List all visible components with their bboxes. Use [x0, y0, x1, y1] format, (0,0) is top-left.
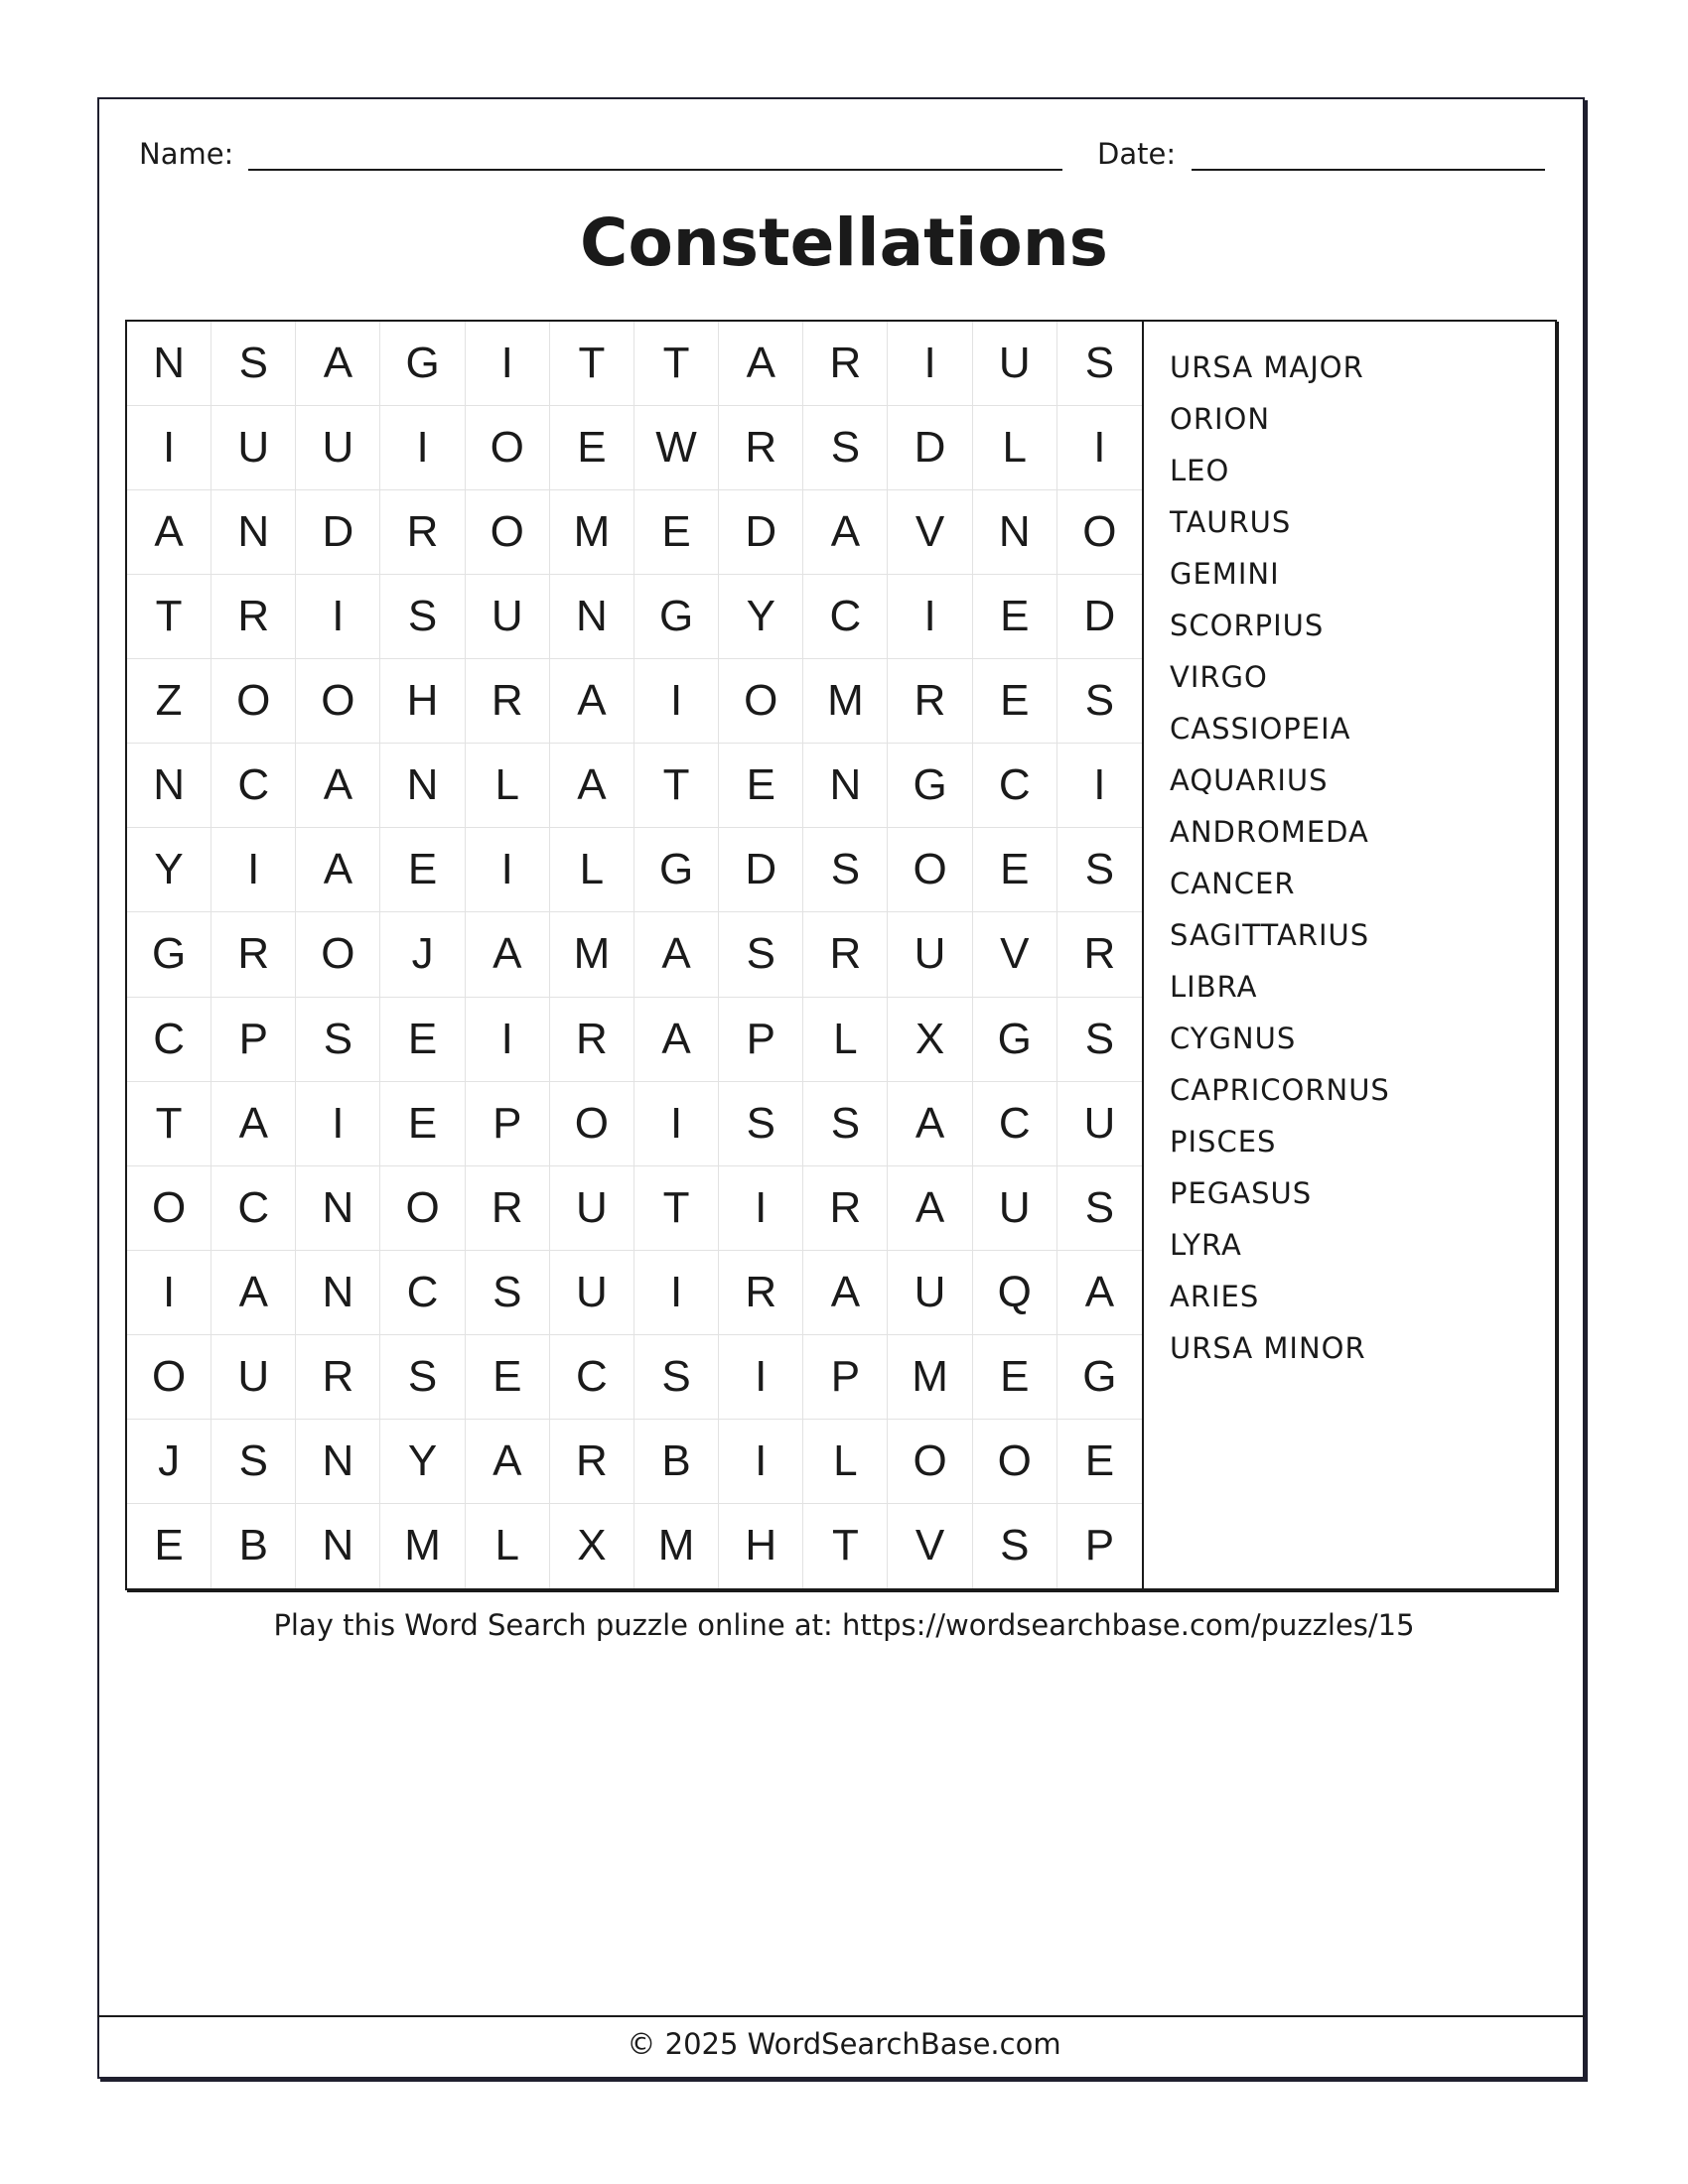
grid-cell: L: [803, 1420, 888, 1504]
grid-cell: R: [550, 1420, 634, 1504]
grid-cell: X: [888, 998, 972, 1082]
grid-cell: S: [296, 998, 380, 1082]
grid-cell: A: [211, 1251, 296, 1335]
grid-cell: N: [127, 322, 211, 406]
grid-cell: D: [296, 490, 380, 575]
grid-cell: N: [550, 575, 634, 659]
grid-cell: S: [1057, 322, 1142, 406]
letter-grid: [127, 322, 1144, 1588]
grid-cell: A: [803, 1251, 888, 1335]
grid-cell: S: [1057, 659, 1142, 744]
grid-cell: G: [127, 912, 211, 997]
grid-cell: V: [888, 1504, 972, 1588]
grid-cell: I: [1057, 406, 1142, 490]
puzzle-title: Constellations: [580, 205, 1108, 281]
grid-cell: S: [719, 1082, 803, 1166]
grid-cell: E: [973, 828, 1057, 912]
date-line: [1192, 169, 1545, 171]
grid-cell: S: [634, 1335, 719, 1420]
grid-cell: G: [634, 575, 719, 659]
grid-cell: S: [466, 1251, 550, 1335]
word-list-item: CYGNUS: [1170, 1022, 1297, 1055]
grid-cell: P: [719, 998, 803, 1082]
grid-cell: N: [973, 490, 1057, 575]
grid-cell: L: [466, 1504, 550, 1588]
grid-cell: W: [634, 406, 719, 490]
grid-cell: I: [888, 322, 972, 406]
grid-cell: O: [888, 828, 972, 912]
grid-cell: U: [888, 912, 972, 997]
grid-cell: A: [550, 744, 634, 828]
grid-cell: C: [127, 998, 211, 1082]
grid-cell: N: [296, 1420, 380, 1504]
grid-cell: R: [803, 322, 888, 406]
grid-cell: O: [127, 1166, 211, 1251]
grid-cell: E: [380, 828, 465, 912]
grid-cell: A: [296, 744, 380, 828]
grid-cell: G: [380, 322, 465, 406]
grid-cell: P: [803, 1335, 888, 1420]
grid-cell: U: [550, 1251, 634, 1335]
grid-cell: E: [634, 490, 719, 575]
grid-cell: V: [973, 912, 1057, 997]
word-list-item: CASSIOPEIA: [1170, 712, 1351, 746]
grid-cell: I: [719, 1420, 803, 1504]
word-list-item: LEO: [1170, 454, 1230, 487]
grid-cell: R: [719, 1251, 803, 1335]
grid-cell: A: [634, 998, 719, 1082]
grid-cell: M: [888, 1335, 972, 1420]
grid-cell: E: [380, 1082, 465, 1166]
grid-cell: H: [719, 1504, 803, 1588]
grid-cell: X: [550, 1504, 634, 1588]
grid-cell: I: [888, 575, 972, 659]
grid-cell: O: [296, 912, 380, 997]
grid-cell: N: [127, 744, 211, 828]
grid-cell: G: [973, 998, 1057, 1082]
word-list: [1170, 341, 1547, 1374]
grid-cell: I: [719, 1166, 803, 1251]
grid-cell: P: [1084, 1521, 1115, 1570]
grid-cell: N: [296, 1251, 380, 1335]
grid-cell: S: [211, 1420, 296, 1504]
word-list-item: URSA MAJOR: [1170, 350, 1364, 384]
grid-cell: A: [211, 1082, 296, 1166]
grid-cell: S: [803, 828, 888, 912]
grid-cell: I: [1057, 744, 1142, 828]
grid-cell: A: [466, 1420, 550, 1504]
grid-cell: C: [973, 744, 1057, 828]
grid-cell: O: [127, 1335, 211, 1420]
word-list-item: URSA MINOR: [1170, 1331, 1366, 1365]
grid-cell: L: [466, 744, 550, 828]
grid-cell: R: [296, 1335, 380, 1420]
grid-cell: I: [296, 1082, 380, 1166]
grid-cell: O: [380, 1166, 465, 1251]
grid-cell: R: [550, 998, 634, 1082]
grid-cell: C: [211, 744, 296, 828]
grid-cell: M: [803, 659, 888, 744]
word-list-item: PEGASUS: [1170, 1176, 1313, 1210]
grid-cell: I: [380, 406, 465, 490]
grid-cell: S: [803, 1082, 888, 1166]
puzzle-box: [125, 320, 1557, 1590]
grid-cell: D: [719, 490, 803, 575]
word-list-item: ARIES: [1170, 1280, 1260, 1313]
word-list-item: PISCES: [1170, 1125, 1277, 1159]
word-list-item: SAGITTARIUS: [1170, 918, 1370, 952]
grid-cell: E: [719, 744, 803, 828]
grid-cell: O: [1057, 490, 1142, 575]
grid-cell: I: [466, 322, 550, 406]
date-label: Date:: [1097, 137, 1177, 171]
grid-cell: Y: [127, 828, 211, 912]
grid-cell: I: [719, 1335, 803, 1420]
grid-cell: Q: [973, 1251, 1057, 1335]
grid-cell: U: [211, 1335, 296, 1420]
grid-cell: R: [888, 659, 972, 744]
grid-cell: E: [973, 575, 1057, 659]
grid-cell: R: [380, 490, 465, 575]
grid-cell: A: [466, 912, 550, 997]
grid-cell: G: [1057, 1335, 1142, 1420]
grid-cell: U: [211, 406, 296, 490]
word-list-item: AQUARIUS: [1170, 763, 1329, 797]
grid-cell: A: [634, 912, 719, 997]
grid-cell: T: [550, 322, 634, 406]
grid-cell: R: [803, 1166, 888, 1251]
grid-cell: N: [211, 490, 296, 575]
grid-cell: I: [466, 998, 550, 1082]
grid-cell: Z: [127, 659, 211, 744]
grid-cell: U: [296, 406, 380, 490]
word-list-item: LYRA: [1170, 1228, 1242, 1262]
word-list-item: CANCER: [1170, 867, 1296, 900]
grid-cell: R: [803, 912, 888, 997]
grid-cell: E: [550, 406, 634, 490]
grid-cell: T: [127, 575, 211, 659]
grid-cell: A: [127, 490, 211, 575]
grid-cell: S: [1057, 1166, 1142, 1251]
grid-cell: O: [719, 659, 803, 744]
grid-cell: P: [466, 1082, 550, 1166]
grid-cell: G: [634, 828, 719, 912]
word-list-item: ANDROMEDA: [1170, 815, 1369, 849]
online-link-text: Play this Word Search puzzle online at: https://wordsearchbase.com/puzzles/15: [273, 1608, 1415, 1642]
grid-cell: O: [888, 1420, 972, 1504]
grid-cell: R: [719, 406, 803, 490]
grid-cell: O: [466, 406, 550, 490]
word-list-item: VIRGO: [1170, 660, 1268, 694]
word-list-item: CAPRICORNUS: [1170, 1073, 1390, 1107]
grid-cell: M: [550, 490, 634, 575]
grid-cell: A: [296, 828, 380, 912]
grid-cell: N: [296, 1166, 380, 1251]
grid-cell: J: [127, 1420, 211, 1504]
grid-cell: R: [466, 1166, 550, 1251]
grid-cell: N: [803, 744, 888, 828]
grid-cell: A: [888, 1082, 972, 1166]
grid-cell: I: [296, 575, 380, 659]
name-line: [248, 169, 1062, 171]
grid-cell: P: [211, 998, 296, 1082]
grid-cell: L: [803, 998, 888, 1082]
grid-cell: U: [1057, 1082, 1142, 1166]
grid-cell: H: [380, 659, 465, 744]
grid-cell: I: [634, 659, 719, 744]
grid-cell: S: [803, 406, 888, 490]
grid-cell: B: [634, 1420, 719, 1504]
grid-cell: B: [211, 1504, 296, 1588]
grid-cell: J: [380, 912, 465, 997]
grid-cell: I: [634, 1251, 719, 1335]
grid-cell: A: [296, 322, 380, 406]
grid-cell: R: [211, 575, 296, 659]
grid-cell: A: [888, 1166, 972, 1251]
grid-cell: S: [380, 1335, 465, 1420]
grid-cell: E: [973, 659, 1057, 744]
grid-cell: O: [973, 1420, 1057, 1504]
grid-cell: I: [466, 828, 550, 912]
grid-cell: I: [127, 406, 211, 490]
grid-cell: L: [550, 828, 634, 912]
grid-cell: O: [296, 659, 380, 744]
grid-cell: S: [719, 912, 803, 997]
grid-cell: A: [1057, 1251, 1142, 1335]
grid-cell: S: [973, 1504, 1057, 1588]
grid-cell: T: [803, 1504, 888, 1588]
grid-cell: O: [211, 659, 296, 744]
grid-cell: O: [550, 1082, 634, 1166]
grid-cell: A: [719, 322, 803, 406]
grid-cell: D: [888, 406, 972, 490]
footer-divider: [97, 2015, 1585, 2017]
grid-cell: E: [973, 1335, 1057, 1420]
word-list-item: GEMINI: [1170, 557, 1280, 591]
grid-cell: T: [634, 1166, 719, 1251]
word-list-item: TAURUS: [1170, 505, 1292, 539]
grid-cell: C: [211, 1166, 296, 1251]
grid-cell: I: [634, 1082, 719, 1166]
grid-cell: T: [634, 744, 719, 828]
grid-cell: L: [973, 406, 1057, 490]
word-list-item: LIBRA: [1170, 970, 1258, 1004]
grid-cell: E: [1057, 1420, 1142, 1504]
grid-cell: S: [1057, 828, 1142, 912]
grid-cell: M: [380, 1504, 465, 1588]
grid-cell: A: [803, 490, 888, 575]
grid-cell: S: [1057, 998, 1142, 1082]
name-date-row: [139, 135, 1549, 175]
grid-cell: T: [127, 1082, 211, 1166]
grid-cell: S: [380, 575, 465, 659]
grid-cell: E: [127, 1504, 211, 1588]
grid-cell: R: [466, 659, 550, 744]
grid-cell: E: [380, 998, 465, 1082]
grid-cell: M: [550, 912, 634, 997]
grid-cell: D: [1057, 575, 1142, 659]
grid-cell: R: [1057, 912, 1142, 997]
grid-cell: D: [719, 828, 803, 912]
grid-cell: G: [888, 744, 972, 828]
grid-cell: U: [550, 1166, 634, 1251]
grid-cell: Y: [719, 575, 803, 659]
grid-cell: U: [973, 322, 1057, 406]
grid-cell: C: [380, 1251, 465, 1335]
grid-cell: M: [634, 1504, 719, 1588]
grid-cell: Y: [380, 1420, 465, 1504]
grid-cell: A: [550, 659, 634, 744]
grid-cell: C: [973, 1082, 1057, 1166]
grid-cell: R: [211, 912, 296, 997]
grid-cell: E: [466, 1335, 550, 1420]
grid-cell: U: [888, 1251, 972, 1335]
grid-cell: V: [888, 490, 972, 575]
grid-cell: S: [211, 322, 296, 406]
grid-cell: C: [803, 575, 888, 659]
grid-cell: O: [466, 490, 550, 575]
copyright: © 2025 WordSearchBase.com: [627, 2027, 1061, 2061]
grid-cell: I: [211, 828, 296, 912]
word-list-item: SCORPIUS: [1170, 609, 1325, 642]
grid-cell: T: [634, 322, 719, 406]
name-label: Name:: [139, 137, 234, 171]
word-list-item: ORION: [1170, 402, 1271, 436]
grid-cell: U: [973, 1166, 1057, 1251]
grid-cell: I: [127, 1251, 211, 1335]
grid-cell: N: [380, 744, 465, 828]
grid-cell: C: [550, 1335, 634, 1420]
grid-cell: U: [466, 575, 550, 659]
grid-cell: N: [296, 1504, 380, 1588]
